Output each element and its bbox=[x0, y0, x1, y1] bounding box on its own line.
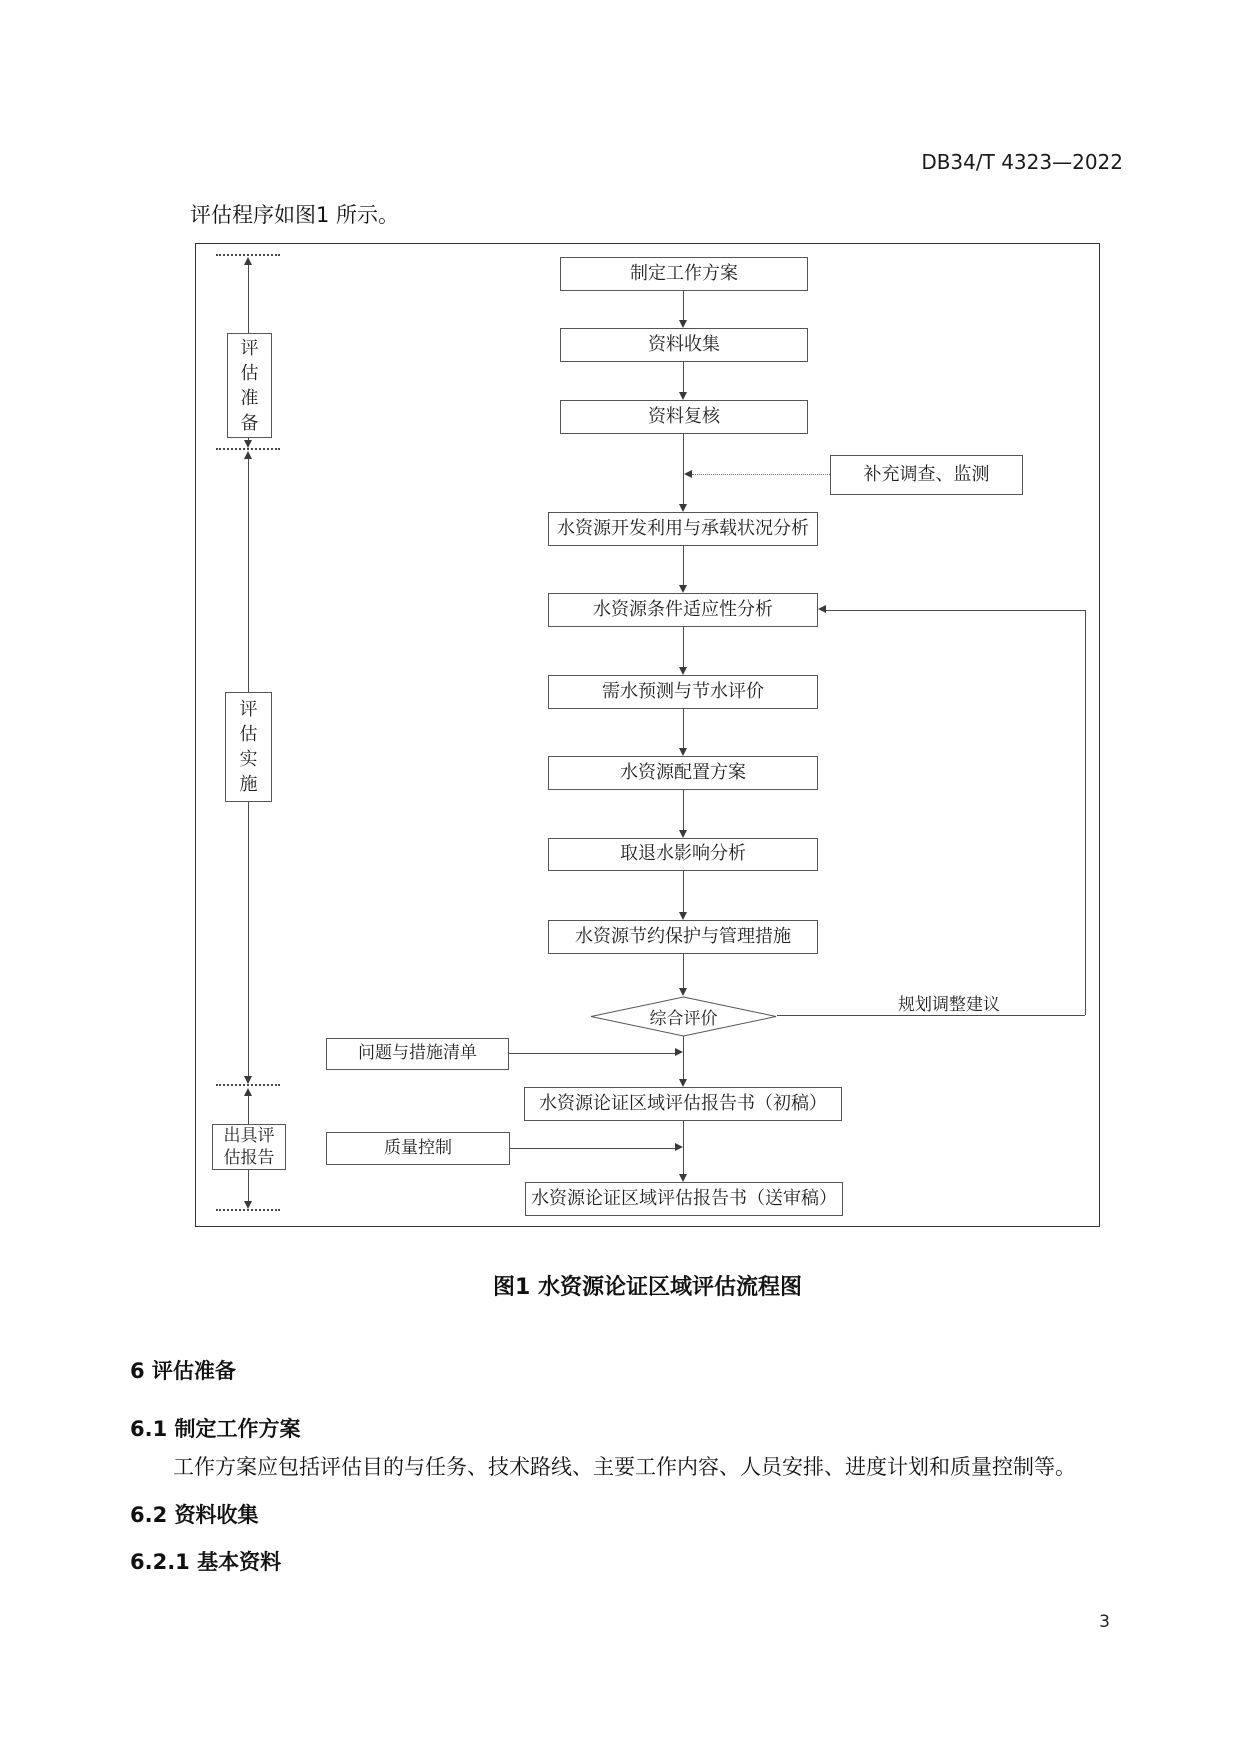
node-data-review: 资料复核 bbox=[560, 400, 808, 434]
arrow-left-icon bbox=[684, 470, 692, 478]
connector-line bbox=[683, 627, 684, 667]
intro-text: 评估程序如图1 所示。 bbox=[190, 203, 400, 227]
connector-line bbox=[683, 871, 684, 912]
node-protection-measures: 水资源节约保护与管理措施 bbox=[548, 920, 818, 954]
heading-6: 6 评估准备 bbox=[130, 1359, 236, 1383]
arrow-down-icon bbox=[679, 988, 687, 996]
dotted-connector-line bbox=[692, 474, 830, 475]
connector-line bbox=[683, 291, 684, 321]
connector-line bbox=[683, 790, 684, 830]
arrow-down-icon bbox=[679, 748, 687, 756]
node-demand-forecast: 需水预测与节水评价 bbox=[548, 675, 818, 709]
node-report-draft: 水资源论证区域评估报告书（初稿） bbox=[524, 1087, 842, 1121]
connector-line bbox=[509, 1053, 675, 1054]
paragraph-6-1: 工作方案应包括评估目的与任务、技术路线、主要工作内容、人员安排、进度计划和质量控制等。 bbox=[173, 1455, 1076, 1479]
node-comprehensive-evaluation: 综合评价 bbox=[649, 1009, 718, 1029]
figure-caption: 图1 水资源论证区域评估流程图 bbox=[493, 1275, 802, 1300]
arrow-down-icon bbox=[679, 504, 687, 512]
feedback-line bbox=[826, 610, 1085, 611]
phase-label: 出具评估报告 bbox=[223, 1126, 275, 1168]
arrow-down-icon bbox=[244, 440, 252, 448]
node-data-collection: 资料收集 bbox=[560, 328, 808, 362]
arrow-down-icon bbox=[679, 830, 687, 838]
connector-line bbox=[683, 434, 684, 504]
arrow-down-icon bbox=[679, 320, 687, 328]
arrow-down-icon bbox=[679, 392, 687, 400]
phase-separator-dotted bbox=[216, 448, 280, 450]
node-quality-control: 质量控制 bbox=[326, 1132, 510, 1165]
node-allocation-plan: 水资源配置方案 bbox=[548, 756, 818, 790]
feedback-label: 规划调整建议 bbox=[898, 995, 1000, 1015]
node-supplement-survey: 补充调查、监测 bbox=[830, 455, 1023, 495]
heading-6-2: 6.2 资料收集 bbox=[130, 1503, 259, 1527]
phase-label: 评估实施 bbox=[239, 699, 258, 795]
connector-line bbox=[683, 954, 684, 989]
phase-box-report bbox=[212, 1124, 286, 1170]
arrow-up-icon bbox=[244, 257, 252, 265]
connector-line bbox=[683, 709, 684, 748]
arrow-left-icon bbox=[818, 605, 826, 613]
arrow-up-icon bbox=[244, 1088, 252, 1096]
feedback-line bbox=[1085, 610, 1086, 1015]
phase-label: 评估准备 bbox=[240, 337, 259, 434]
feedback-line bbox=[777, 1015, 1085, 1016]
arrow-right-icon bbox=[675, 1048, 683, 1056]
connector-line bbox=[683, 1121, 684, 1174]
arrow-down-icon bbox=[244, 1076, 252, 1084]
arrow-down-icon bbox=[679, 585, 687, 593]
phase-box-prepare bbox=[227, 333, 272, 438]
node-report-final: 水资源论证区域评估报告书（送审稿） bbox=[525, 1182, 843, 1216]
phase-separator-dotted bbox=[216, 1209, 280, 1211]
phase-separator-dotted bbox=[216, 1084, 280, 1086]
arrow-up-icon bbox=[244, 451, 252, 459]
node-adaptability-analysis: 水资源条件适应性分析 bbox=[548, 593, 818, 627]
flowchart-frame bbox=[195, 243, 1100, 1227]
arrow-down-icon bbox=[244, 1201, 252, 1209]
standard-code: DB34/T 4323—2022 bbox=[921, 150, 1123, 174]
node-development-analysis: 水资源开发利用与承载状况分析 bbox=[548, 512, 818, 546]
node-issues-list: 问题与措施清单 bbox=[326, 1038, 509, 1070]
heading-6-2-1: 6.2.1 基本资料 bbox=[130, 1550, 282, 1574]
heading-6-1: 6.1 制定工作方案 bbox=[130, 1417, 301, 1441]
page-number: 3 bbox=[1099, 1612, 1110, 1632]
phase-separator-dotted bbox=[216, 254, 280, 256]
connector-line bbox=[683, 1035, 684, 1079]
phase-box-implement bbox=[225, 692, 272, 802]
arrow-down-icon bbox=[679, 667, 687, 675]
arrow-right-icon bbox=[675, 1143, 683, 1151]
arrow-down-icon bbox=[679, 1079, 687, 1087]
connector-line bbox=[683, 546, 684, 585]
connector-line bbox=[683, 362, 684, 392]
arrow-down-icon bbox=[679, 1174, 687, 1182]
node-make-plan: 制定工作方案 bbox=[560, 257, 808, 291]
arrow-down-icon bbox=[679, 912, 687, 920]
connector-line bbox=[510, 1148, 675, 1149]
node-intake-impact: 取退水影响分析 bbox=[548, 838, 818, 871]
